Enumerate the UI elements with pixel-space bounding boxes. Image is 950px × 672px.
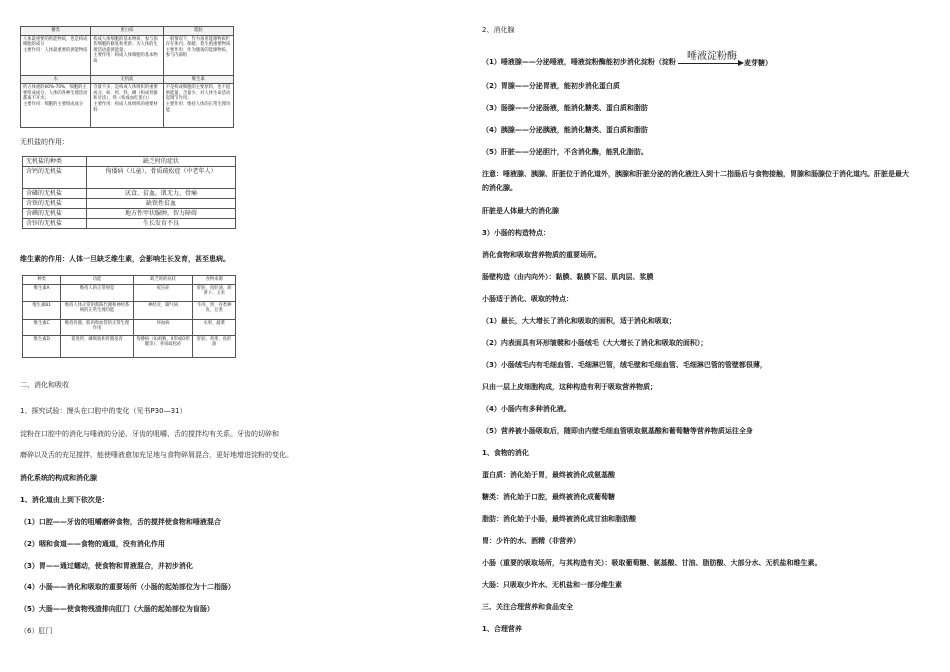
table-row — [21, 35, 234, 75]
table-row — [21, 27, 234, 36]
table-row — [23, 209, 236, 219]
table-header: 缺乏时的症状 — [133, 276, 193, 285]
text-line: 1、消化道由上到下依次是： — [20, 496, 109, 504]
text-line: 大肠：只吸取少许水、无机盐和一部分维生素 — [482, 581, 622, 589]
text-line: 消化食物和吸取营养物质的重要场所。 — [482, 251, 601, 259]
list-item: （4）小肠内有多种消化液。 — [482, 405, 571, 413]
vitamin-table — [22, 275, 236, 358]
list-item: （5）大肠——使食物残渣排向肛门（大肠的起始部位为盲肠） — [20, 605, 214, 613]
table-row — [23, 219, 236, 229]
table-cell: 构成人体细胞的基本物质，参与损伤细胞的修复和更新；为人体的生理活动提供能量； 主要作用：构成人体细胞的基本物质 — [91, 35, 163, 75]
list-item: （4）小肠——消化和吸取的重要场所（小肠的起始部位为十二指肠） — [20, 583, 235, 591]
table-cell: 一般情况下，作为备用能源物质贮存在体内；保暖；着生殖重要物质 主要作用：作为储备的能源物质，参与内部组 — [163, 35, 233, 75]
table-header: 脂肪 — [163, 27, 233, 36]
table-header: 无机盐的种类 — [23, 157, 87, 167]
section-heading: 三、关注合理营养和食品安全 — [482, 603, 573, 611]
table-cell: 维持骨骼、肌肉和血管的正常生理作用 — [61, 319, 133, 335]
text-line: 只由一层上皮细胞构成，这种构造有利于吸取营养物质； — [482, 383, 657, 391]
list-item: （3）胃——通过蠕动，使食物和胃液混合，并初步消化 — [20, 562, 193, 570]
table-cell: 肝脏、鸡蛋、鱼肝油 — [193, 335, 236, 357]
list-item: （5）营养被小肠吸取后，随即由内壁毛细血管吸取氨基酸和葡萄糖等营养物质运往全身 — [482, 427, 753, 435]
enzyme-product: 麦芽糖） — [744, 59, 772, 67]
table-header: 种类 — [23, 276, 61, 285]
list-item: （4）胰腺——分泌胰液，能消化糖类、蛋白质和脂肪 — [482, 126, 648, 134]
text-line: 磨碎以及舌的充足搅拌，能使唾液愈加充足地与食物碎屑混合，更好地增进淀粉的变化。 — [20, 451, 293, 459]
table-cell: 维持人的正常视觉 — [61, 284, 133, 301]
text-line: 糖类：消化始于口腔，最终被消化成葡萄糖 — [482, 493, 615, 501]
section-heading: 2、消化腺 — [482, 26, 515, 34]
table-row — [23, 301, 236, 319]
table-cell: 含钙的无机盐 — [23, 167, 87, 189]
enzyme-label: 唾液淀粉酶 — [687, 51, 737, 62]
table-cell: 维生素B1 — [23, 301, 61, 319]
table-row — [23, 284, 236, 301]
table-row — [23, 276, 236, 285]
table-header: 功能 — [61, 276, 133, 285]
table-header: 蛋白质 — [91, 27, 163, 36]
arrow-icon — [678, 63, 742, 64]
list-item: （3）小肠绒毛内有毛细血管、毛细淋巴管，绒毛壁和毛细血管、毛细淋巴管的管壁都很薄， — [482, 361, 767, 369]
table-cell: 含锌的无机盐 — [23, 219, 87, 229]
section-heading: 二、消化和吸收 — [20, 381, 69, 389]
text-line: 肝脏是人体最大的消化腺 — [482, 207, 559, 215]
list-item: （1）最长，大大增长了消化和吸取的面积，适于消化和吸取； — [482, 317, 676, 325]
table-cell: 人体最重要的供能物质，也是构成细胞的成分 主要作用：人体最重要的供能物质 — [21, 35, 91, 75]
table-row — [21, 84, 234, 128]
table-row — [23, 157, 236, 167]
table-row — [23, 189, 236, 199]
table-cell: 维持人体正常的新陈代谢和神经系统的正常生理功能 — [61, 301, 133, 319]
list-item: （2）咽和食道——食物的通道，没有消化作用 — [20, 540, 165, 548]
table-cell: 厌食，贫血，肌无力，骨痛 — [86, 189, 235, 199]
text-line: 小肠（重要的吸取场所，与其构造有关）：吸取葡萄糖、氨基酸、甘油、脂肪酸、大部分水、无机盐和维生素。 — [482, 559, 822, 567]
table-cell: 佝偻病（儿童），骨质疏松症（中老年人） — [86, 167, 235, 189]
list-item: （1）唾液腺——分泌唾液，唾液淀粉酶能初步消化淀粉（淀粉 — [482, 58, 676, 66]
list-item: （6）肛门 — [20, 627, 53, 635]
inorganic-salt-table — [22, 156, 236, 229]
table-cell: 肝脏、鱼肝油、胡萝卜、玉米 — [193, 284, 236, 301]
list-item: （3）肠腺——分泌肠液，能消化糖类、蛋白质和脂肪 — [482, 104, 648, 112]
note-line: 注意：唾液腺、胰腺、肝脏位于消化道外，胰腺和肝脏分泌的消化液注入到十二指肠后与食物接触，胃腺和肠腺位于消化道内。肝脏是最大 — [482, 170, 909, 178]
table-cell: 含铁的无机盐 — [23, 199, 87, 209]
list-item: （1）口腔——牙齿的咀嚼磨碎食物，舌的搅拌使食物和唾液混合 — [20, 518, 221, 526]
table-row — [23, 167, 236, 189]
table-cell: 地方性甲状腺肿，智力障碍 — [86, 209, 235, 219]
table-cell: 牛肉、肾、谷类种皮、豆类 — [193, 301, 236, 319]
subsection-heading: 1、合理营养 — [482, 625, 522, 633]
vitamin-heading: 维生素的作用：人体一旦缺乏维生素，会影响生长发育，甚至患病。 — [20, 255, 230, 263]
list-item: （2）内表面具有环形皱襞和小肠绒毛（大大增长了消化和吸取的面积）； — [482, 339, 708, 347]
note-line: 的消化腺。 — [482, 184, 517, 192]
subsection-heading: 1、食物的消化 — [482, 449, 529, 457]
text-line: 脂肪：消化始于小肠，最终被消化成甘油和脂肪酸 — [482, 515, 636, 523]
table-cell: 含碘的无机盐 — [23, 209, 87, 219]
nutrient-table — [20, 26, 234, 128]
table-cell: 含磷的无机盐 — [23, 189, 87, 199]
table-row — [21, 75, 234, 84]
table-row — [23, 319, 236, 335]
table-cell: 含量不多，是构成人体组织的重要成分，如：钙、铁、碘（构成骨骼和牙齿），铁（构成血红蛋白） 主要作用：构成人体组织的重要材料 — [91, 84, 163, 128]
table-cell: 维生素A — [23, 284, 61, 301]
enzyme-reaction-arrow — [678, 46, 740, 74]
text-line: 小肠适于消化、吸取的特点： — [482, 295, 573, 303]
table-cell: 维生素C — [23, 319, 61, 335]
subsection-heading: 消化系统的构成和消化腺 — [20, 474, 97, 482]
inorganic-heading: 无机盐的作用： — [20, 138, 69, 146]
table-cell: 佝偻病（如鸡胸、X形或O形腿等）、骨质疏松症 — [133, 335, 193, 357]
list-item: （2）胃腺——分泌胃液，能初步消化蛋白质 — [482, 82, 620, 90]
table-cell: 夜盲症 — [133, 284, 193, 301]
list-item: （5）肝脏——分泌胆汁，不含消化酶，能乳化脂肪。 — [482, 148, 648, 156]
text-line: 肠壁构造（由内向外）：黏膜、黏膜下层、肌肉层、浆膜 — [482, 273, 654, 281]
text-line: 1、探究试验：馒头在口腔中的变化（见书P30—31） — [20, 407, 187, 415]
table-header: 无机盐 — [91, 75, 163, 84]
table-header: 水 — [21, 75, 91, 84]
table-header: 维生素 — [163, 75, 233, 84]
table-cell: 维生素D — [23, 335, 61, 357]
table-cell: 不是构成细胞的主要原料，也不提供能量，含量少，对人体生命活动起调节作用； 主要作用：维持人体的正常生理功能 — [163, 84, 233, 128]
text-line: 蛋白质：消化始于胃，最终被消化成氨基酸 — [482, 471, 615, 479]
table-row — [23, 335, 236, 357]
table-header: 糖类 — [21, 27, 91, 36]
table-cell: 水果、蔬菜 — [193, 319, 236, 335]
table-cell: 约占体重的60%-70%，细胞的主要组成成分，人体的各种生理活动都离不开水； 主要作用：细胞的主要组成成分 — [21, 84, 91, 128]
text-line: 胃：少许的水、酒精（非营养） — [482, 537, 580, 545]
table-header: 缺乏时的症状 — [86, 157, 235, 167]
table-row — [23, 199, 236, 209]
subsection-heading: 3）小肠的构造特点： — [482, 229, 550, 237]
text-line: 淀粉在口腔中的消化与唾液的分泌、牙齿的咀嚼、舌的搅拌均有关系。牙齿的切碎和 — [20, 430, 279, 438]
table-cell: 生长发育不良 — [86, 219, 235, 229]
table-cell: 缺铁性贫血 — [86, 199, 235, 209]
table-header: 食物来源 — [193, 276, 236, 285]
table-cell: 促进钙、磷吸收和骨骼发育 — [61, 335, 133, 357]
table-cell: 神经炎、脚气病 — [133, 301, 193, 319]
table-cell: 坏血病 — [133, 319, 193, 335]
